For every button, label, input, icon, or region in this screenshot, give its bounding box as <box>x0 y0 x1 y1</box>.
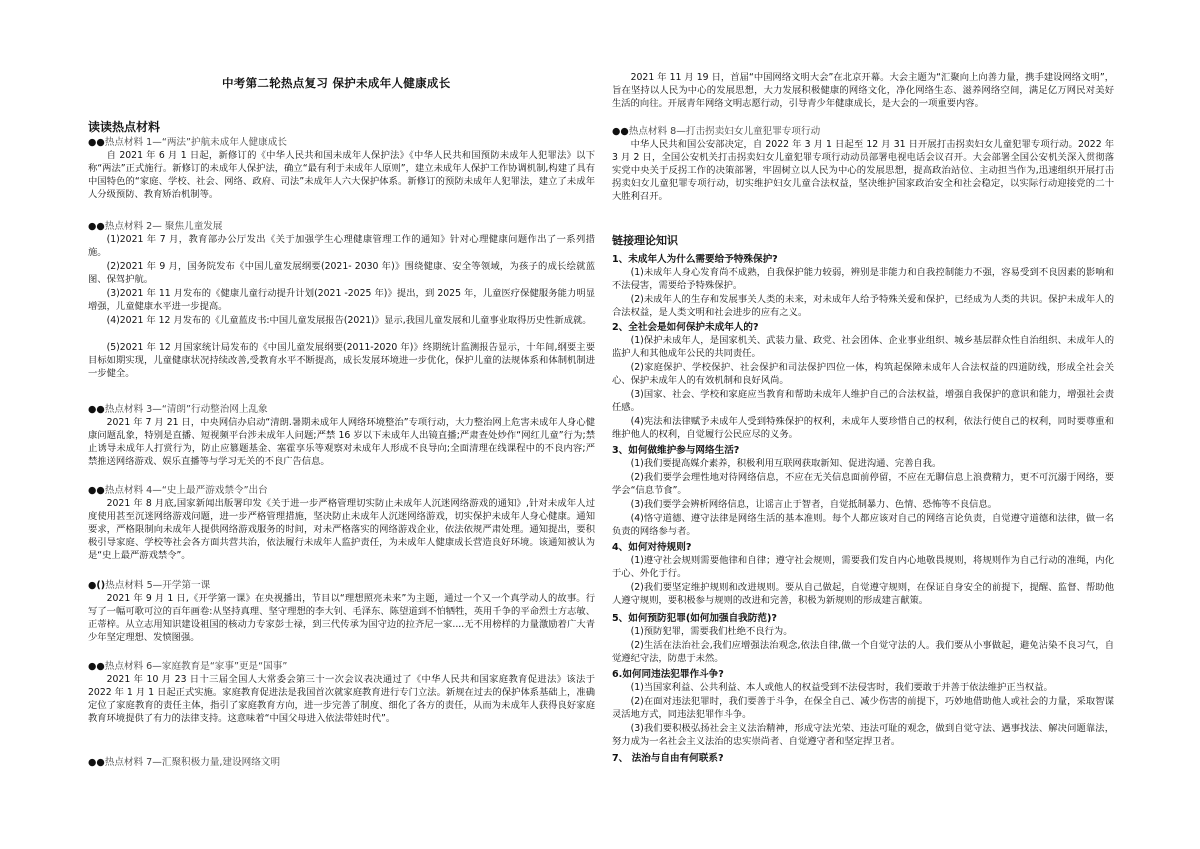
material-3-heading <box>88 403 268 416</box>
answer-6-3: (3)我们要积极弘扬社会主义法治精神，形成守法光荣、违法可耻的观念，做到自觉守法、遇事找法、解决问题靠法，努力成为一名社会主义法治的忠实崇尚者、自觉遵守者和坚定捍卫者。 <box>612 723 1114 747</box>
answer-2-4: (4)宪法和法律赋予未成年人受到特殊保护的权利，未成年人要珍惜自己的权利，依法行使自己的权利，同时要尊重和维护他人的权利，自觉履行公民应尽的义务。 <box>612 416 1114 440</box>
answer-4-1: (1)遵守社会规则需要他律和自律；遵守社会规则，需要我们发自内心地敬畏规则，将规则作为自己行动的准绳，内化于心、外化于行。 <box>612 555 1114 579</box>
bullet-dots: ●() <box>88 580 106 591</box>
answer-6-2: (2)在面对违法犯罪时，我们要善于斗争，在保全自己、减少伤害的前提下，巧妙地借助他人或社会的力量，采取智谋灵活地方式，同违法犯罪作斗争。 <box>612 696 1114 720</box>
material-7-title: 热点材料 7—汇聚积极力量,建设网络文明 <box>104 757 281 768</box>
question-6: 6.如何同违法犯罪作斗争? <box>612 669 724 680</box>
material-1-heading <box>88 136 287 149</box>
answer-2-1: (1)保护未成年人，是国家机关、武装力量、政党、社会团体、企业事业组织、城乡基层群众性自治组织、未成年人的监护人和其他成年公民的共同责任。 <box>612 335 1114 359</box>
bullet-dots: ●● <box>88 661 105 672</box>
material-5-title: 热点材料 5—开学第一课 <box>105 580 211 591</box>
bullet-dots: ●● <box>88 404 105 415</box>
material-4-body: 2021 年 8 月底,国家新闻出版署印发《关于进一步严格管理切实防止未成年人沉迷网络游戏的通知》,针对未成年人过度使用甚至沉迷网络游戏问题，进一步严格管理措施，坚决防止未成年人沉迷网络游戏，切实保护未成年人身心健康。通知要求，严格限制向未成年人提供网络游戏服务的时间，对未严格落实的网络游戏企业，依法依规严肃处理。通知提出，要积极引导家庭、学校等社会各方面共营共治，依法履行未成年人监护责任，为未成年人健康成长营造良好环境。该通知被认为是“史上最严游戏禁令”。 <box>88 498 595 561</box>
material-2-item-2: (2)2021 年 9 月，国务院发布《中国儿童发展纲要(2021- 2030 年)》围绕健康、安全等领域，为孩子的成长绘就蓝图、保驾护航。 <box>88 261 595 285</box>
material-5-heading <box>88 579 210 592</box>
material-2-item-3: (3)2021 年 11 月发布的《健康儿童行动提升计划(2021 -2025 年)》提出，到 2025 年，儿童医疗保健服务能力明显增强，儿童健康水平进一步提高。 <box>88 288 595 312</box>
answer-5-2: (2)生活在法治社会,我们应增强法治观念,依法自律,做一个自觉守法的人。我们要从小事做起，避免沾染不良习气，自觉遵纪守法，防患于未然。 <box>612 640 1114 664</box>
question-7: 7、 法治与自由有何联系? <box>612 753 724 764</box>
material-3-body: 2021 年 7 月 21 日，中央网信办启动“清朗.暑期未成年人网络环境整治”专项行动，大力整治网上危害未成年人身心健康问题乱象，特别是直播、短视频平台涉未成年人问题;严禁 16 岁以下未成年人出镜直播;严肃查处炒作“网红儿童”行为;禁止诱导未成年人打赏行为，防止应篡题基金、塞霍享乐等观察对未成年人形成不良导向;全面清理在线课程中的不良内容;严禁推送网络游戏、娱乐直播等与学习无关的不良广告信息。 <box>88 417 595 467</box>
material-6-body: 2021 年 10 月 23 日十三届全国人大常委会第三十一次会议表决通过了《中华人民共和国家庭教育促进法》该法于 2022 年 1 月 1 日起正式实施。家庭教育促进法是我国首次就家庭教育进行专门立法。新规在过去的保护体系基础上，准确定位了家庭教育的责任主体，指引了家庭教育方向，进一步完善了制度、细化了各方的责任，从而为未成年人获得良好家庭教育环境提供了有力的法律支持。这意味着“中国父母进入依法带娃时代”。 <box>88 674 595 724</box>
answer-2-3: (3)国家、社会、学校和家庭应当教育和帮助未成年人维护自己的合法权益，增强自我保护的意识和能力，增强社会责任感。 <box>612 389 1114 413</box>
material-8-body: 中华人民共和国公安部决定，自 2022 年 3 月 1 日起至 12 月 31 日开展打击拐卖妇女儿童犯罪专项行动。2022 年 3 月 2 日，全国公安机关打击拐卖妇女儿童犯罪专项行动动员部署电视电话会议召开。大会部署全国公安机关深入贯彻落实党中央关于反拐工作的决策部署，牢固树立以人民为中心的发展思想，提高政治站位、主动担当作为,迅速组织开展打击拐卖妇女儿童犯罪专项行动，切实维护妇女儿童合法权益，坚决维护国家政治安全和社会稳定，以实际行动迎接党的二十大胜利召开。 <box>612 139 1114 202</box>
material-7-body: 2021 年 11 月 19 日，首届“中国网络文明大会”在北京开幕。大会主题为“汇聚向上向善力量，携手建设网络文明”，旨在坚持以人民为中心的发展思想，大力发展积极健康的网络文化，净化网络生态、滋养网络空间，满足亿万网民对美好生活的向往。开展青年网络文明志愿行动，引导青少年健康成长，是大会的一项重要内容。 <box>612 72 1114 109</box>
material-2-title: 热点材料 2— 聚焦儿童发展 <box>104 221 223 232</box>
answer-4-2: (2)我们要坚定维护规则和改进规则。要从自己做起，自觉遵守规则，在保证自身安全的前提下，提醒、监督、帮助他人遵守规则，要积极参与规则的改进和完善，积极为新规则的形成建言献策。 <box>612 582 1114 606</box>
answer-5-1: (1)预防犯罪，需要我们杜绝不良行为。 <box>630 626 793 637</box>
material-6-heading <box>88 660 287 673</box>
answer-3-4: (4)恪守道德、遵守法律是网络生活的基本准则。每个人都应该对自己的网络言论负责，自觉遵守道德和法律，做一名负责的网络参与者。 <box>612 513 1114 537</box>
material-2-item-1: (1)2021 年 7 月，教育部办公厅发出《关于加强学生心理健康管理工作的通知》针对心理健康问题作出了一系列措施。 <box>88 234 595 258</box>
material-8-title: 热点材料 8—打击拐卖妇女儿童犯罪专项行动 <box>628 126 821 137</box>
answer-1-2: (2)未成年人的生存和发展事关人类的未来，对未成年人给予特殊关爱和保护，已经成为人类的共识。保护未成年人的合法权益，是人类文明和社会进步的应有之义。 <box>612 294 1114 318</box>
material-2-item-5: (5)2021 年 12 月国家统计局发布的《中国儿童发展纲要(2011-2020 年)》终期统计监测报告显示，十年间,纲要主要目标如期实现，儿童健康状况持续改善,受教育水平不断提高，成长发展环境进一步优化，保护儿童的法规体系和体制机制进一步健全。 <box>88 342 595 379</box>
answer-1-1: (1)未成年人身心发育尚不成熟，自我保护能力较弱，辨别是非能力和自我控制能力不强，容易受到不良因素的影响和不法侵害，需要给予特殊保护。 <box>612 267 1114 291</box>
question-5: 5、如何预防犯罪(如何加强自我防范)? <box>612 613 777 624</box>
material-4-heading <box>88 484 268 497</box>
material-3-title: 热点材料 3—“清朗”行动整治网上乱象 <box>104 404 268 415</box>
material-2-heading <box>88 220 222 233</box>
material-4-title: 热点材料 4—“史上最严游戏禁令”出台 <box>104 485 268 496</box>
material-1-title: 热点材料 1—“两法”护航未成年人健康成长 <box>104 137 287 148</box>
answer-3-1: (1)我们要提高媒介素养，积极利用互联网获取新知、促进沟通、完善自我。 <box>630 458 942 469</box>
answer-3-3: (3)我们要学会辨析网络信息，让谣言止于智者，自觉抵制暴力、色情、恐怖等不良信息。 <box>630 499 998 510</box>
bullet-dots: ●● <box>88 221 105 232</box>
answer-6-1: (1)当国家利益、公共利益、本人或他人的权益受到不法侵害时，我们要敢于并善于依法维护正当权益。 <box>630 682 1053 693</box>
question-4: 4、如何对待规则? <box>612 542 692 553</box>
answer-2-2: (2)家庭保护、学校保护、社会保护和司法保护四位一体，构筑起保障未成年人合法权益的四道防线，形成全社会关心、保护未成年人的有效机制和良好风尚。 <box>612 362 1114 386</box>
material-6-title: 热点材料 6—家庭教育是“家事”更是“国事” <box>104 661 288 672</box>
bullet-dots: ●● <box>88 137 105 148</box>
question-1: 1、未成年人为什么需要给予特殊保护? <box>612 254 778 265</box>
material-5-body: 2021 年 9 月 1 日,《开学第一课》在央视播出，节目以“理想照亮未来”为主题，通过一个又一个真学动人的故事。行写了一幅可歌可泣的百年画卷:从坚持真理、坚守理想的李大钊、毛泽东、陈望道到不怕牺牲，英用千争的平命烈士方志敏、正蒂梓。从立志用知识建设祖国的核动力专家彭士禄，到三代传承为国守边的拉齐尼一家....无不用榜样的力量激励着广大青少年坚定理想、发愤图强。 <box>88 593 595 643</box>
bullet-dots: ●● <box>88 485 105 496</box>
material-8-heading <box>612 125 820 138</box>
question-2: 2、全社会是如何保护未成年人的? <box>612 322 759 333</box>
page-title: 中考第二轮热点复习 保护未成年人健康成长 <box>222 76 451 90</box>
bullet-dots: ●● <box>88 757 105 768</box>
material-1-body: 自 2021 年 6 月 1 日起，新修订的《中华人民共和国未成年人保护法》《中华人民共和国预防未成年人犯罪法》以下称“两法”正式施行。新修订的未成年人保护法，确立“最有利于未成年人原则”，建立未成年人保护工作协调机制,构建了具有中国特色的“家庭、学校、社会、网络、政府、司法”未成年人六大保护体系。新修订的预防未成年人犯罪法，建立了未成年人分级预防、教育矫治机制等。 <box>88 150 595 200</box>
section-heading-theory: 链接理论知识 <box>612 234 678 247</box>
answer-3-2: (2)我们要学会理性地对待网络信息，不应在无关信息面前停留，不应在无聊信息上浪费精力，更不可沉溺于网络，要学会“信息节食”。 <box>612 472 1114 496</box>
material-7-heading <box>88 756 280 769</box>
question-3: 3、如何做维护参与网络生活? <box>612 445 740 456</box>
bullet-dots: ●● <box>612 126 629 137</box>
material-2-item-4: (4)2021 年 12 月发布的《儿童蓝皮书:中国儿童发展报告(2021)》显示,我国儿童发展和儿童事业取得历史性新成就。 <box>106 315 592 326</box>
section-heading-materials: 读读热点材料 <box>88 120 161 134</box>
